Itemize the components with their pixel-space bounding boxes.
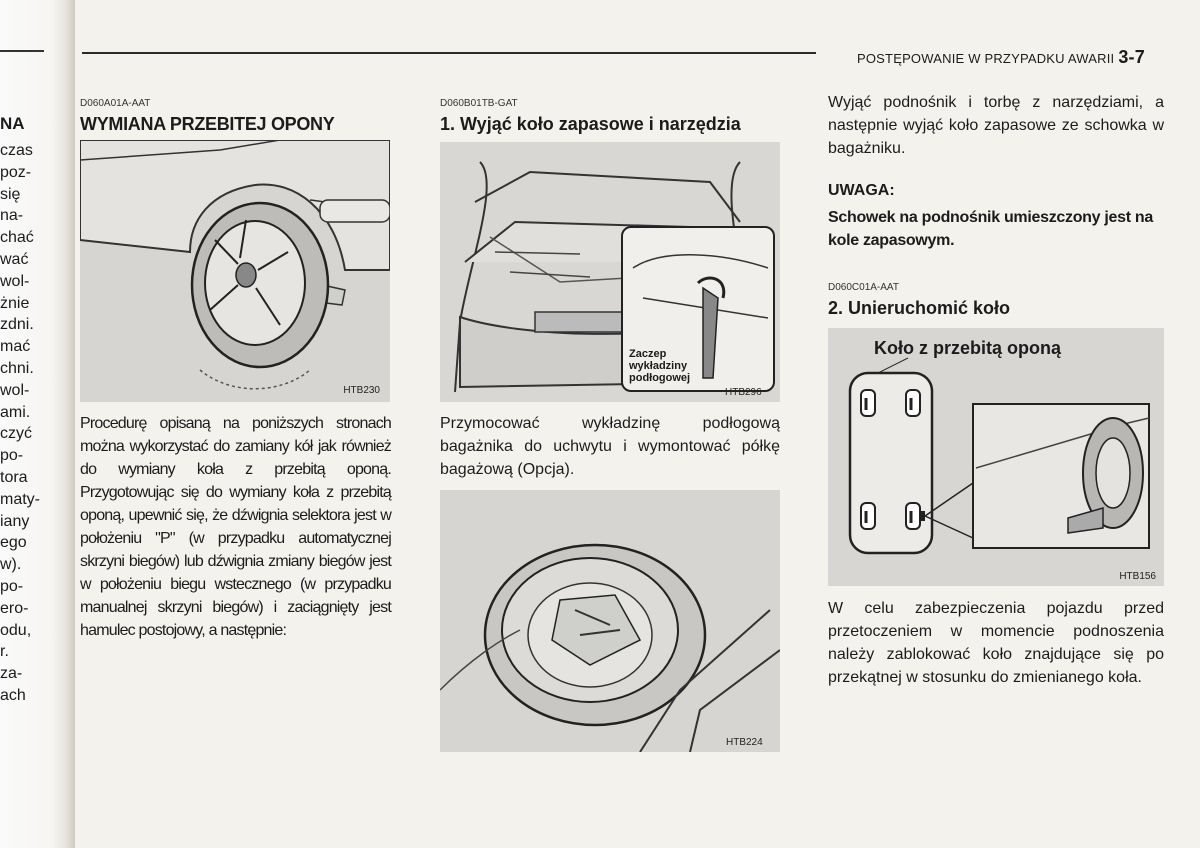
callout-line-1: Zaczep	[629, 348, 667, 360]
figure-chock-wheel	[828, 328, 1164, 586]
left-page-line: się	[0, 185, 21, 203]
note-heading: UWAGA:	[828, 182, 895, 199]
spare-wheel-illustration	[440, 490, 780, 752]
left-page-line: chać	[0, 229, 34, 247]
left-page-line: ach	[0, 686, 26, 704]
left-page-line: wol-	[0, 272, 30, 290]
left-page-line: w).	[0, 556, 22, 574]
step-2-title: 2. Unieruchomić koło	[828, 298, 1011, 318]
left-page-line: ego	[0, 534, 27, 552]
chock-wheel-illustration	[828, 328, 1164, 586]
section-code-3: D060C01A-AAT	[828, 282, 899, 293]
left-page-line: maty-	[0, 490, 40, 508]
left-page-lines	[0, 140, 40, 707]
paragraph-procedure: Procedurę opisaną na poniższych stronach można wykorzystać do zamiany kół jak również do wymiany koła z przebitą oponą. Przygotowując się do wymiany koła z przebitą oponą, upewnić się, że dźwignia selektora jest w położeniu "P" (w przypadku automatycznej skrzyni biegów) lub dźwignia zmiany biegów jest w położeniu biegu wstecznego (w przypadku manualnej skrzyni biegów) i zaciągnięty jest hamulec postojowy, a następnie:	[80, 415, 391, 639]
figure-label-htb296: HTB296	[725, 387, 762, 398]
left-page-line: iany	[0, 512, 30, 530]
left-page-line: żnie	[0, 294, 30, 312]
wheel-fender-illustration	[80, 140, 390, 402]
section-code: D060A01A-AAT	[80, 98, 151, 109]
step-1-title: 1. Wyjąć koło zapasowe i narzędzia	[440, 114, 741, 134]
left-page-fragment	[0, 0, 75, 848]
figure-wheel-fender	[80, 140, 390, 402]
left-page-line: ami.	[0, 403, 31, 421]
header-rule	[82, 52, 816, 54]
left-page-line: wol-	[0, 381, 30, 399]
figure-label-htb156: HTB156	[1119, 571, 1156, 582]
left-page-line: zdni.	[0, 316, 34, 334]
running-head	[857, 47, 1145, 68]
left-page-line: wać	[0, 250, 29, 268]
left-page-line: czyć	[0, 425, 32, 443]
note-text: Schowek na podnośnik umieszczony jest na kole zapasowym.	[828, 209, 1153, 249]
left-page-line: poz-	[0, 163, 32, 181]
left-page-line: chni.	[0, 359, 34, 377]
left-page-line: mać	[0, 338, 31, 356]
figure-label-htb230: HTB230	[343, 385, 380, 396]
left-page-rule	[0, 50, 44, 52]
callout-floor-hook	[621, 226, 775, 392]
paragraph-chock: W celu zabezpieczenia pojazdu przed przetoczeniem w momencie podnoszenia należy zablokować koło znajdujące się po przekątnej w stosunku do zmienianego koła.	[828, 600, 1164, 686]
left-page-line: za-	[0, 665, 23, 683]
left-page-line: na-	[0, 207, 24, 225]
paragraph-remove-jack: Wyjąć podnośnik i torbę z narzędziami, a następnie wyjąć koło zapasowe ze schowka w bagażniku.	[828, 94, 1164, 157]
left-page-line: czas	[0, 142, 33, 159]
section-title: POSTĘPOWANIE W PRZYPADKU AWARII	[857, 51, 1115, 66]
section-title-main: WYMIANA PRZEBITEJ OPONY	[80, 114, 335, 134]
left-page-line: po-	[0, 447, 24, 465]
figure-label-htb224: HTB224	[726, 737, 763, 748]
paragraph-floor-cover: Przymocować wykładzinę podłogową bagażnika do uchwytu i wymontować półkę bagażową (Opcja).	[440, 415, 780, 478]
callout-line-3: podłogowej	[629, 372, 691, 384]
section-code-2: D060B01TB-GAT	[440, 98, 518, 109]
callout-line-2: wykładziny	[629, 360, 688, 372]
left-page-line: po-	[0, 577, 24, 595]
left-page-line: r.	[0, 643, 9, 661]
left-page-line: odu,	[0, 621, 32, 639]
left-page-line: ero-	[0, 599, 29, 617]
callout-text	[629, 348, 690, 384]
figure-spare-wheel	[440, 490, 780, 752]
left-page-line: tora	[0, 468, 28, 486]
page-number: 3-7	[1118, 47, 1145, 67]
figure-title: Koło z przebitą oponą	[874, 338, 1061, 358]
left-page-heading: NA	[0, 114, 25, 133]
figure-trunk	[440, 142, 780, 402]
